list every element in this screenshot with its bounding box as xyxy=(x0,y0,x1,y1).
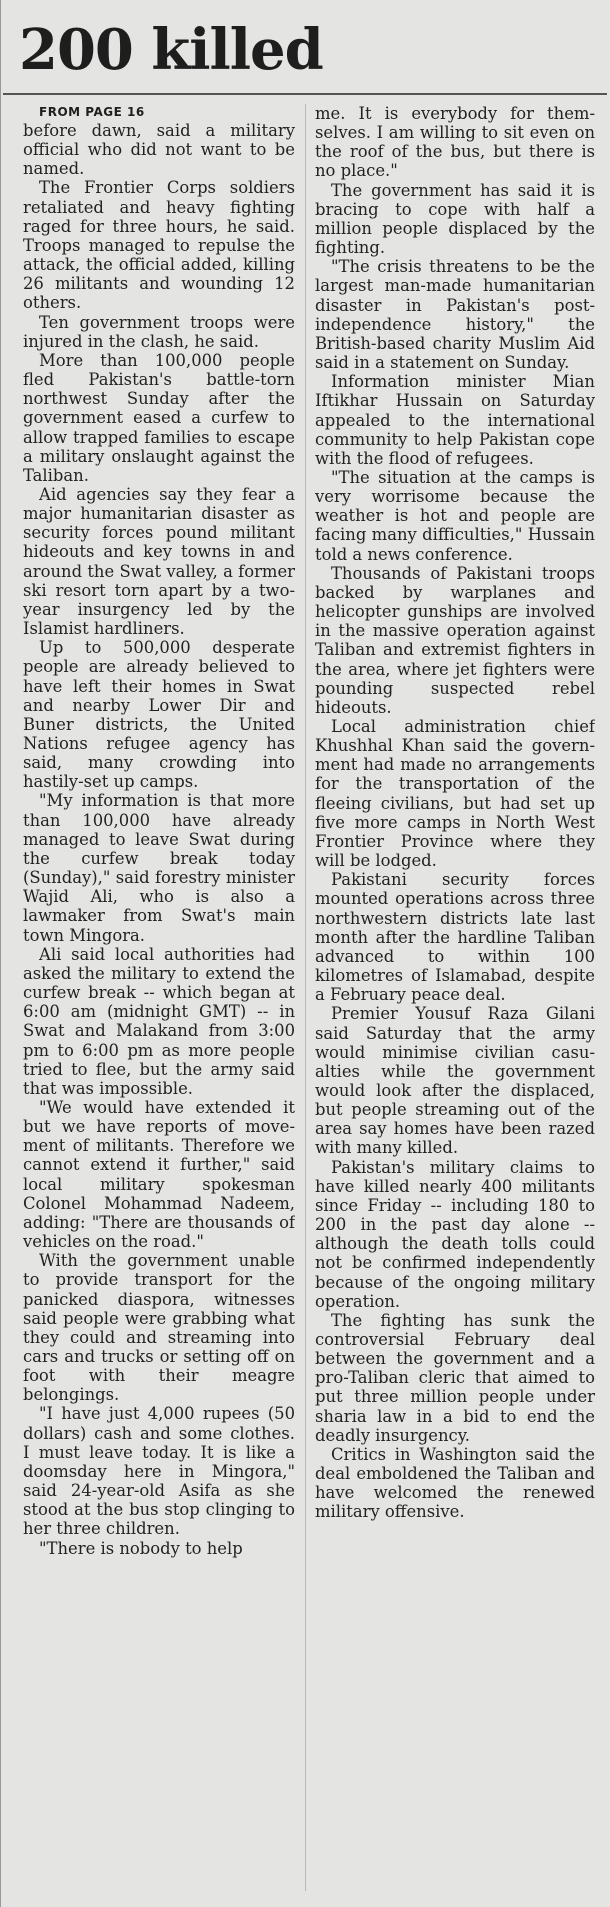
paragraph: With the government unable to provide transport for the panicked diaspora, witnesses said people were grabbing what they could and streaming into cars and trucks or setting off on foot with their meagre belongings. xyxy=(23,1251,295,1405)
paragraph: "We would have extended it but we have reports of movement of militants. Therefore we cannot extend it further," said local military spokesman Colonel Mohammad Nadeem, adding: "There are thousands of vehicles on the road." xyxy=(23,1097,295,1252)
paragraph: Information minister Mian Iftikhar Hussain on Saturday appealed to the international community to help Pakistan cope with the flood of refugees. xyxy=(315,372,595,468)
paragraph: Pakistani security forces mounted operations across three northwestern districts late last month after the hardline Taliban advanced to within 100 kilometres of Islamabad, despite a February peace deal. xyxy=(315,870,595,1005)
paragraph: The Frontier Corps soldiers retaliated and heavy fighting raged for three hours, he said. Troops managed to repulse the attack, the official added, killing 26 militants and wounding 12 others. xyxy=(23,178,295,313)
paragraph: Aid agencies say they fear a major humanitarian disaster as security forces pound militant hideouts and key towns in and around the Swat valley, a former ski resort torn apart by a two-year insurgency led by the Islamist hardliners. xyxy=(23,484,295,639)
paragraph: Up to 500,000 desperate people are already believed to have left their homes in Swat and nearby Lower Dir and Buner districts, the United Nations refugee agency has said, many crowding into hastily-set up camps. xyxy=(23,638,295,792)
paragraph: before dawn, said a military official who did not want to be named. xyxy=(23,121,295,179)
paragraph: Local administration chief Khushhal Khan said the government had made no arrangements for the transportation of the fleeing civilians, but had set up five more camps in North West Frontier Province where they will be lodged. xyxy=(315,717,595,871)
paragraph: Thousands of Pakistani troops backed by warplanes and helicopter gunships are involved in the massive operation against Taliban and extremist fighters in the area, where jet fighters were pounding suspected rebel hideouts. xyxy=(315,563,595,717)
paragraph: "The crisis threatens to be the largest man-made humanitarian disaster in Pakistan's post-independence history," the British-based charity Muslim Aid said in a statement on Sunday. xyxy=(315,257,595,373)
paragraph: "The situation at the camps is very worrisome because the weather is hot and people are facing many difficulties," Hussain told a news conference. xyxy=(315,467,595,564)
paragraph: Pakistan's military claims to have killed nearly 400 militants since Friday -- including 180 to 200 in the past day alone -- although the death tolls could not be confirmed independently because of the ongoing military operation. xyxy=(315,1157,595,1311)
headline-rule xyxy=(3,93,607,95)
paragraph: Critics in Washington said the deal emboldened the Taliban and have welcomed the renewed military offensive. xyxy=(315,1444,595,1522)
paragraph: "There is nobody to help xyxy=(39,1538,243,1558)
paragraph: Ali said local authorities had asked the military to extend the curfew break -- which began at 6:00 am (midnight GMT) -- in Swat and Malakand from 3:00 pm to 6:00 pm as more people tried to flee, but the army said that was impossible. xyxy=(23,944,295,1098)
paragraph: "I have just 4,000 rupees (50 dollars) cash and some clothes. I must leave today. It is like a doomsday here in Mingora," said 24-year-old Asifa as she stood at the bus stop clinging to her three children. xyxy=(23,1404,295,1539)
paragraph: "My information is that more than 100,000 have already managed to leave Swat during the curfew break today (Sunday)," said forestry minister Wajid Ali, who is also a lawmaker from Swat's main town Mingora. xyxy=(23,791,295,945)
paragraph: The fighting has sunk the controversial February deal between the government and a pro-Taliban cleric that aimed to put three million people under sharia law in a bid to end the deadly insurgency. xyxy=(315,1310,595,1445)
paragraph: Ten government troops were injured in the clash, he said. xyxy=(23,312,295,351)
paragraph: More than 100,000 people fled Pakistan's battle-torn northwest Sunday after the government eased a curfew to allow trapped families to escape a military onslaught against the Taliban. xyxy=(23,350,295,485)
column-divider xyxy=(305,104,306,1891)
paragraph: Premier Yousuf Raza Gilani said Saturday that the army would minimise civilian casualties while the government would look after the displaced, but people streaming out of the area say homes have been razed with many killed. xyxy=(315,1004,595,1158)
continuation-kicker: FROM PAGE 16 xyxy=(39,105,145,119)
paragraph: me. It is everybody for themselves. I am willing to sit even on the roof of the bus, but there is no place." xyxy=(315,104,595,181)
headline: 200 killed xyxy=(19,17,323,83)
article-column-right xyxy=(315,104,595,1899)
article-column-left xyxy=(23,104,295,1899)
paragraph: The government has said it is bracing to cope with half a million people displaced by the fighting. xyxy=(315,180,595,258)
